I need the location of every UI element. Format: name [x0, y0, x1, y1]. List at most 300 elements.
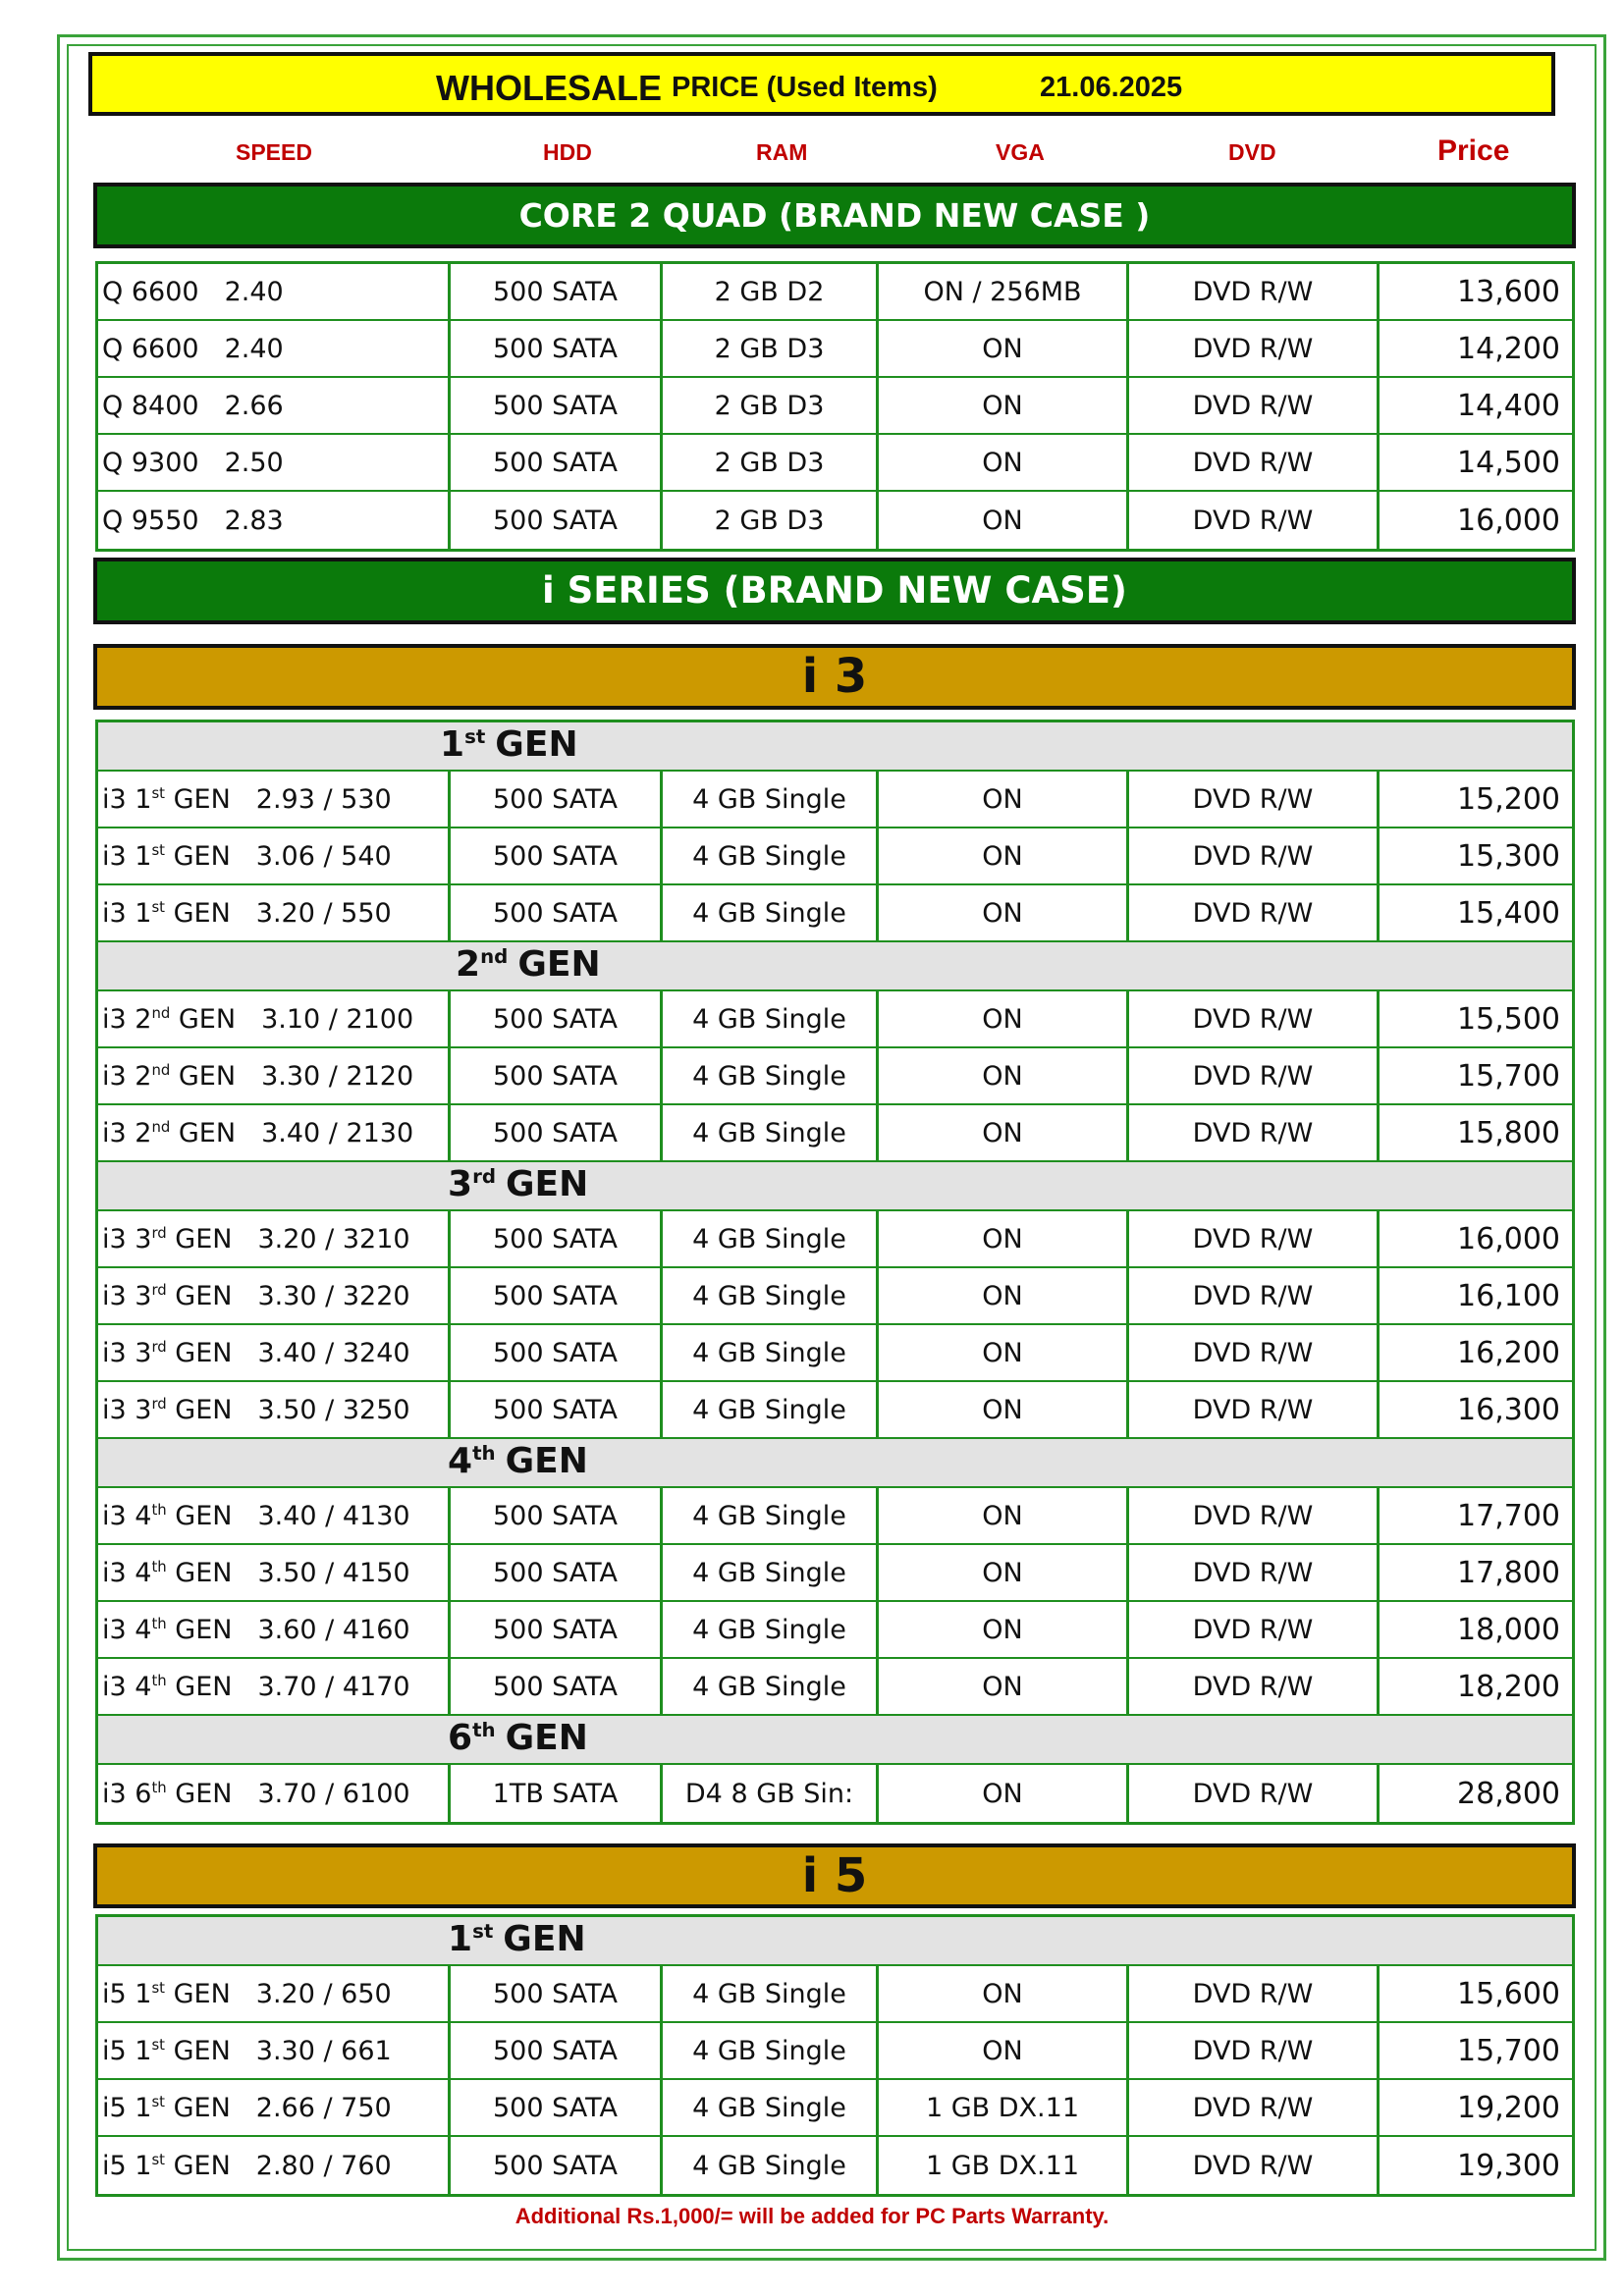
cpu-speed: 3.50 / 4150: [257, 1557, 410, 1588]
cell-ram: 4 GB Single: [660, 2023, 876, 2078]
cpu-model: [102, 1061, 236, 1092]
cell-speed: [98, 991, 448, 1046]
cpu-prefix: i3 4: [102, 1557, 152, 1588]
cpu-gen-suffix: st: [151, 2035, 166, 2054]
table-row: [98, 1488, 1572, 1545]
cpu-gen-label: GEN: [165, 2092, 231, 2123]
cell-price: 15,700: [1377, 2023, 1572, 2078]
title-bar: [88, 52, 1555, 116]
core2quad-table: [95, 261, 1575, 552]
cpu-speed: 2.40: [224, 333, 284, 364]
cell-ram: 4 GB Single: [660, 2080, 876, 2135]
cell-ram: 4 GB Single: [660, 1659, 876, 1714]
cpu-gen-label: GEN: [170, 1003, 237, 1035]
cell-ram: 2 GB D3: [660, 321, 876, 376]
generation-header: [98, 1917, 1572, 1966]
cell-price: 14,400: [1377, 378, 1572, 433]
cell-price: 16,300: [1377, 1382, 1572, 1437]
cell-ram: 4 GB Single: [660, 1211, 876, 1266]
col-head-price: Price: [1437, 134, 1510, 167]
cell-hdd: 500 SATA: [448, 1105, 660, 1160]
cpu-gen-suffix: th: [151, 1500, 167, 1519]
cpu-prefix: i5 1: [102, 2035, 152, 2066]
generation-text: GEN: [505, 1718, 588, 1758]
cpu-gen-suffix: th: [151, 1778, 167, 1796]
cell-vga: ON: [876, 991, 1126, 1046]
cell-hdd: 500 SATA: [448, 2080, 660, 2135]
cell-dvd: DVD R/W: [1126, 1765, 1377, 1822]
cell-speed: [98, 1105, 448, 1160]
cell-ram: 2 GB D3: [660, 378, 876, 433]
cell-ram: 4 GB Single: [660, 1382, 876, 1437]
cell-dvd: DVD R/W: [1126, 1545, 1377, 1600]
cell-dvd: DVD R/W: [1126, 828, 1377, 883]
cpu-model: [102, 1558, 232, 1588]
title-date: 21.06.2025: [1040, 72, 1183, 103]
cell-dvd: DVD R/W: [1126, 1048, 1377, 1103]
cell-speed: [98, 1382, 448, 1437]
cell-speed: [98, 321, 448, 376]
cell-vga: 1 GB DX.11: [876, 2137, 1126, 2194]
cell-vga: ON: [876, 1602, 1126, 1657]
generation-suffix: th: [472, 1442, 496, 1465]
cell-hdd: 1TB SATA: [448, 1765, 660, 1822]
cpu-speed: 3.40 / 3240: [257, 1337, 410, 1368]
cell-vga: ON: [876, 321, 1126, 376]
cell-vga: ON: [876, 1105, 1126, 1160]
cell-dvd: DVD R/W: [1126, 2137, 1377, 2194]
generation-number: 6: [448, 1718, 473, 1758]
cell-dvd: DVD R/W: [1126, 1325, 1377, 1380]
generation-label: [448, 1164, 588, 1204]
generation-header: [98, 722, 1572, 772]
table-row: [98, 2023, 1572, 2080]
table-row: [98, 1545, 1572, 1602]
cell-vga: ON: [876, 1659, 1126, 1714]
cell-vga: ON: [876, 1545, 1126, 1600]
cell-hdd: 500 SATA: [448, 1325, 660, 1380]
cpu-gen-label: GEN: [165, 2150, 231, 2181]
cell-speed: [98, 2080, 448, 2135]
cpu-gen-label: GEN: [166, 1614, 233, 1645]
i5-heading: i 5: [93, 1843, 1576, 1908]
cpu-gen-suffix: th: [151, 1671, 167, 1689]
cpu-gen-label: GEN: [166, 1280, 233, 1311]
i3-table: [95, 720, 1575, 1825]
cell-dvd: DVD R/W: [1126, 991, 1377, 1046]
table-row: [98, 1268, 1572, 1325]
cpu-speed: 2.50: [224, 447, 284, 478]
cell-speed: [98, 1966, 448, 2021]
cell-speed: [98, 2023, 448, 2078]
cell-price: 14,200: [1377, 321, 1572, 376]
cpu-speed: 3.06 / 540: [255, 840, 392, 872]
cpu-model: [102, 1224, 232, 1255]
cpu-speed: 2.83: [224, 505, 284, 536]
generation-label: [448, 1919, 586, 1959]
cpu-gen-label: GEN: [165, 783, 231, 815]
col-head-ram: RAM: [756, 139, 808, 165]
cell-dvd: DVD R/W: [1126, 435, 1377, 490]
title-sub: PRICE (Used Items): [672, 72, 938, 103]
cpu-gen-suffix: rd: [151, 1223, 167, 1242]
cell-dvd: DVD R/W: [1126, 321, 1377, 376]
cpu-gen-suffix: rd: [151, 1394, 167, 1413]
cell-price: 15,300: [1377, 828, 1572, 883]
cpu-speed: 3.30 / 661: [255, 2035, 392, 2066]
warranty-note: Additional Rs.1,000/= will be added for PC Parts Warranty.: [514, 2204, 1110, 2228]
cpu-gen-label: GEN: [166, 1337, 233, 1368]
cell-ram: 4 GB Single: [660, 1966, 876, 2021]
cell-vga: ON: [876, 1048, 1126, 1103]
generation-label: [448, 1718, 588, 1758]
cell-ram: 2 GB D2: [660, 264, 876, 319]
cell-ram: 4 GB Single: [660, 1268, 876, 1323]
cpu-prefix: i3 3: [102, 1223, 152, 1255]
generation-text: GEN: [505, 1441, 588, 1481]
cell-ram: 4 GB Single: [660, 2137, 876, 2194]
cpu-model: [102, 1118, 236, 1148]
generation-text: GEN: [495, 724, 578, 765]
cpu-prefix: i3 1: [102, 783, 152, 815]
cell-vga: ON: [876, 1382, 1126, 1437]
cell-dvd: DVD R/W: [1126, 1105, 1377, 1160]
generation-suffix: th: [472, 1719, 496, 1741]
cell-vga: ON: [876, 492, 1126, 549]
cell-ram: 4 GB Single: [660, 991, 876, 1046]
cell-hdd: 500 SATA: [448, 1966, 660, 2021]
cell-speed: [98, 828, 448, 883]
iseries-heading: i SERIES (BRAND NEW CASE): [93, 558, 1576, 624]
cell-dvd: DVD R/W: [1126, 1488, 1377, 1543]
table-row: [98, 828, 1572, 885]
cell-price: 15,400: [1377, 885, 1572, 940]
cpu-gen-label: GEN: [165, 840, 231, 872]
cell-ram: 4 GB Single: [660, 1488, 876, 1543]
cpu-speed: 2.66 / 750: [255, 2092, 392, 2123]
cpu-prefix: i5 1: [102, 2092, 152, 2123]
cpu-model: [102, 1979, 231, 2009]
cpu-speed: 3.70 / 6100: [257, 1778, 410, 1809]
generation-label: [448, 1441, 588, 1481]
cell-vga: ON: [876, 378, 1126, 433]
cell-hdd: 500 SATA: [448, 378, 660, 433]
cpu-model: Q 9300: [102, 447, 199, 478]
col-head-dvd: DVD: [1228, 139, 1276, 165]
cpu-gen-suffix: th: [151, 1614, 167, 1632]
cell-speed: [98, 1602, 448, 1657]
cell-vga: ON: [876, 1268, 1126, 1323]
cell-speed: [98, 1048, 448, 1103]
cell-price: 18,000: [1377, 1602, 1572, 1657]
cell-speed: [98, 885, 448, 940]
cpu-gen-suffix: nd: [151, 1117, 171, 1136]
cpu-speed: 3.20 / 3210: [257, 1223, 410, 1255]
table-row: [98, 991, 1572, 1048]
cell-hdd: 500 SATA: [448, 435, 660, 490]
i3-heading: i 3: [93, 644, 1576, 710]
cell-vga: ON: [876, 1325, 1126, 1380]
cell-speed: [98, 1268, 448, 1323]
cpu-gen-suffix: st: [151, 840, 166, 859]
cell-speed: [98, 2137, 448, 2194]
cell-hdd: 500 SATA: [448, 264, 660, 319]
cpu-model: [102, 898, 231, 929]
cell-hdd: 500 SATA: [448, 321, 660, 376]
cpu-model: [102, 1615, 232, 1645]
cpu-gen-suffix: th: [151, 1557, 167, 1575]
generation-suffix: rd: [472, 1165, 496, 1188]
table-row: [98, 1325, 1572, 1382]
cpu-model: Q 6600: [102, 276, 199, 307]
cell-dvd: DVD R/W: [1126, 1659, 1377, 1714]
cell-hdd: 500 SATA: [448, 1545, 660, 1600]
generation-header: [98, 1716, 1572, 1765]
cell-price: 13,600: [1377, 264, 1572, 319]
cell-hdd: 500 SATA: [448, 1602, 660, 1657]
cpu-model: [102, 2093, 231, 2123]
table-row: [98, 492, 1572, 549]
cpu-model: [102, 1281, 232, 1311]
cpu-prefix: i3 4: [102, 1614, 152, 1645]
cell-hdd: 500 SATA: [448, 2137, 660, 2194]
cell-dvd: DVD R/W: [1126, 2023, 1377, 2078]
cpu-model: [102, 1395, 232, 1425]
cpu-model: Q 6600: [102, 333, 199, 364]
cpu-speed: 3.10 / 2100: [261, 1003, 414, 1035]
cell-vga: ON: [876, 2023, 1126, 2078]
table-row: [98, 1659, 1572, 1716]
cpu-speed: 3.30 / 3220: [257, 1280, 410, 1311]
cell-dvd: DVD R/W: [1126, 2080, 1377, 2135]
cell-dvd: DVD R/W: [1126, 885, 1377, 940]
cpu-speed: 2.40: [224, 276, 284, 307]
cell-price: 19,300: [1377, 2137, 1572, 2194]
cpu-model: [102, 2151, 231, 2181]
cpu-gen-suffix: nd: [151, 1003, 171, 1022]
cell-price: 16,100: [1377, 1268, 1572, 1323]
cell-price: 18,200: [1377, 1659, 1572, 1714]
cpu-prefix: i5 1: [102, 1978, 152, 2009]
generation-suffix: st: [472, 1920, 494, 1943]
generation-text: GEN: [505, 1164, 589, 1204]
table-row: [98, 1382, 1572, 1439]
generation-number: 1: [448, 1919, 473, 1959]
cell-speed: [98, 1659, 448, 1714]
cpu-gen-label: GEN: [166, 1778, 233, 1809]
cpu-gen-suffix: st: [151, 2092, 166, 2110]
cell-dvd: DVD R/W: [1126, 1268, 1377, 1323]
cpu-gen-suffix: rd: [151, 1280, 167, 1299]
cell-ram: 4 GB Single: [660, 1105, 876, 1160]
cell-hdd: 500 SATA: [448, 2023, 660, 2078]
i5-table: [95, 1914, 1575, 2197]
cell-ram: D4 8 GB Sin:: [660, 1765, 876, 1822]
cell-price: 14,500: [1377, 435, 1572, 490]
cell-vga: ON: [876, 1488, 1126, 1543]
cpu-model: [102, 1672, 232, 1702]
cell-price: 15,700: [1377, 1048, 1572, 1103]
cell-hdd: 500 SATA: [448, 1382, 660, 1437]
cell-price: 19,200: [1377, 2080, 1572, 2135]
table-row: [98, 435, 1572, 492]
table-row: [98, 321, 1572, 378]
cpu-speed: 3.40 / 4130: [257, 1500, 410, 1531]
cpu-speed: 3.50 / 3250: [257, 1394, 410, 1425]
cpu-gen-suffix: st: [151, 783, 166, 802]
generation-text: GEN: [517, 944, 601, 985]
cpu-gen-label: GEN: [166, 1223, 233, 1255]
cpu-model: [102, 1338, 232, 1368]
table-row: [98, 2137, 1572, 2194]
cpu-speed: 3.20 / 550: [255, 897, 392, 929]
cpu-prefix: i3 4: [102, 1500, 152, 1531]
generation-suffix: st: [464, 725, 486, 748]
cell-speed: [98, 1325, 448, 1380]
cell-speed: [98, 1545, 448, 1600]
cell-hdd: 500 SATA: [448, 1268, 660, 1323]
table-row: [98, 1602, 1572, 1659]
cell-ram: 4 GB Single: [660, 1048, 876, 1103]
cpu-gen-suffix: nd: [151, 1060, 171, 1079]
cell-dvd: DVD R/W: [1126, 772, 1377, 827]
cpu-speed: 2.80 / 760: [255, 2150, 392, 2181]
table-row: [98, 772, 1572, 828]
table-row: [98, 1048, 1572, 1105]
cell-vga: ON / 256MB: [876, 264, 1126, 319]
cpu-speed: 3.20 / 650: [255, 1978, 392, 2009]
cell-hdd: 500 SATA: [448, 1211, 660, 1266]
cell-vga: ON: [876, 1211, 1126, 1266]
cell-price: 28,800: [1377, 1765, 1572, 1822]
cell-ram: 4 GB Single: [660, 828, 876, 883]
cpu-prefix: i3 1: [102, 840, 152, 872]
cpu-gen-suffix: st: [151, 2150, 166, 2168]
col-head-vga: VGA: [996, 139, 1045, 165]
table-row: [98, 378, 1572, 435]
generation-header: [98, 1162, 1572, 1211]
cell-price: 16,000: [1377, 492, 1572, 549]
cell-price: 16,000: [1377, 1211, 1572, 1266]
cpu-gen-label: GEN: [165, 1978, 231, 2009]
cell-speed: [98, 264, 448, 319]
cell-hdd: 500 SATA: [448, 991, 660, 1046]
cell-speed: [98, 435, 448, 490]
cell-hdd: 500 SATA: [448, 492, 660, 549]
cpu-gen-label: GEN: [165, 2035, 231, 2066]
cpu-model: [102, 1004, 236, 1035]
cell-vga: ON: [876, 885, 1126, 940]
cell-vga: ON: [876, 1966, 1126, 2021]
cell-dvd: DVD R/W: [1126, 1602, 1377, 1657]
cpu-gen-label: GEN: [166, 1500, 233, 1531]
cpu-model: [102, 784, 231, 815]
cell-ram: 4 GB Single: [660, 1545, 876, 1600]
table-row: [98, 1966, 1572, 2023]
generation-text: GEN: [503, 1919, 586, 1959]
cpu-gen-suffix: st: [151, 897, 166, 916]
generation-header: [98, 1439, 1572, 1488]
cell-ram: 4 GB Single: [660, 885, 876, 940]
generation-header: [98, 942, 1572, 991]
cpu-model: [102, 1779, 232, 1809]
cpu-speed: 3.40 / 2130: [261, 1117, 414, 1148]
cell-dvd: DVD R/W: [1126, 264, 1377, 319]
generation-label: [440, 724, 578, 765]
table-row: [98, 2080, 1572, 2137]
cpu-speed: 2.93 / 530: [255, 783, 392, 815]
cpu-model: [102, 1501, 232, 1531]
cpu-speed: 2.66: [224, 390, 284, 421]
cell-speed: [98, 772, 448, 827]
cpu-gen-suffix: rd: [151, 1337, 167, 1356]
cpu-prefix: i3 3: [102, 1337, 152, 1368]
cpu-prefix: i3 1: [102, 897, 152, 929]
title-main: WHOLESALE: [436, 68, 662, 108]
cpu-gen-label: GEN: [166, 1394, 233, 1425]
cpu-prefix: i3 3: [102, 1280, 152, 1311]
cell-hdd: 500 SATA: [448, 1048, 660, 1103]
generation-suffix: nd: [480, 945, 509, 968]
cell-price: 15,200: [1377, 772, 1572, 827]
cell-vga: 1 GB DX.11: [876, 2080, 1126, 2135]
cell-price: 15,800: [1377, 1105, 1572, 1160]
cell-ram: 4 GB Single: [660, 1602, 876, 1657]
cpu-prefix: i3 4: [102, 1671, 152, 1702]
cpu-gen-suffix: st: [151, 1978, 166, 1997]
cell-hdd: 500 SATA: [448, 828, 660, 883]
cpu-gen-label: GEN: [170, 1117, 237, 1148]
col-head-speed: SPEED: [236, 139, 312, 165]
cpu-prefix: i5 1: [102, 2150, 152, 2181]
generation-number: 4: [448, 1441, 473, 1481]
cpu-gen-label: GEN: [166, 1557, 233, 1588]
cell-price: 16,200: [1377, 1325, 1572, 1380]
cpu-prefix: i3 3: [102, 1394, 152, 1425]
cell-speed: [98, 378, 448, 433]
cell-dvd: DVD R/W: [1126, 1966, 1377, 2021]
cpu-prefix: i3 6: [102, 1778, 152, 1809]
cpu-model: [102, 841, 231, 872]
cpu-prefix: i3 2: [102, 1117, 152, 1148]
cpu-speed: 3.60 / 4160: [257, 1614, 410, 1645]
cell-hdd: 500 SATA: [448, 772, 660, 827]
cell-speed: [98, 1488, 448, 1543]
cell-hdd: 500 SATA: [448, 885, 660, 940]
table-row: [98, 1105, 1572, 1162]
cell-ram: 4 GB Single: [660, 772, 876, 827]
cpu-prefix: i3 2: [102, 1060, 152, 1092]
core2quad-heading: CORE 2 QUAD (BRAND NEW CASE ): [93, 183, 1576, 248]
table-row: [98, 1765, 1572, 1822]
cell-vga: ON: [876, 435, 1126, 490]
cpu-speed: 3.30 / 2120: [261, 1060, 414, 1092]
cell-vga: ON: [876, 828, 1126, 883]
cpu-model: Q 9550: [102, 505, 199, 536]
cell-price: 15,600: [1377, 1966, 1572, 2021]
cpu-gen-label: GEN: [166, 1671, 233, 1702]
generation-number: 1: [440, 724, 465, 765]
cell-ram: 2 GB D3: [660, 435, 876, 490]
cell-ram: 4 GB Single: [660, 1325, 876, 1380]
generation-number: 3: [448, 1164, 473, 1204]
cell-speed: [98, 492, 448, 549]
table-row: [98, 264, 1572, 321]
cell-price: 15,500: [1377, 991, 1572, 1046]
generation-number: 2: [456, 944, 481, 985]
cell-hdd: 500 SATA: [448, 1488, 660, 1543]
cell-vga: ON: [876, 772, 1126, 827]
